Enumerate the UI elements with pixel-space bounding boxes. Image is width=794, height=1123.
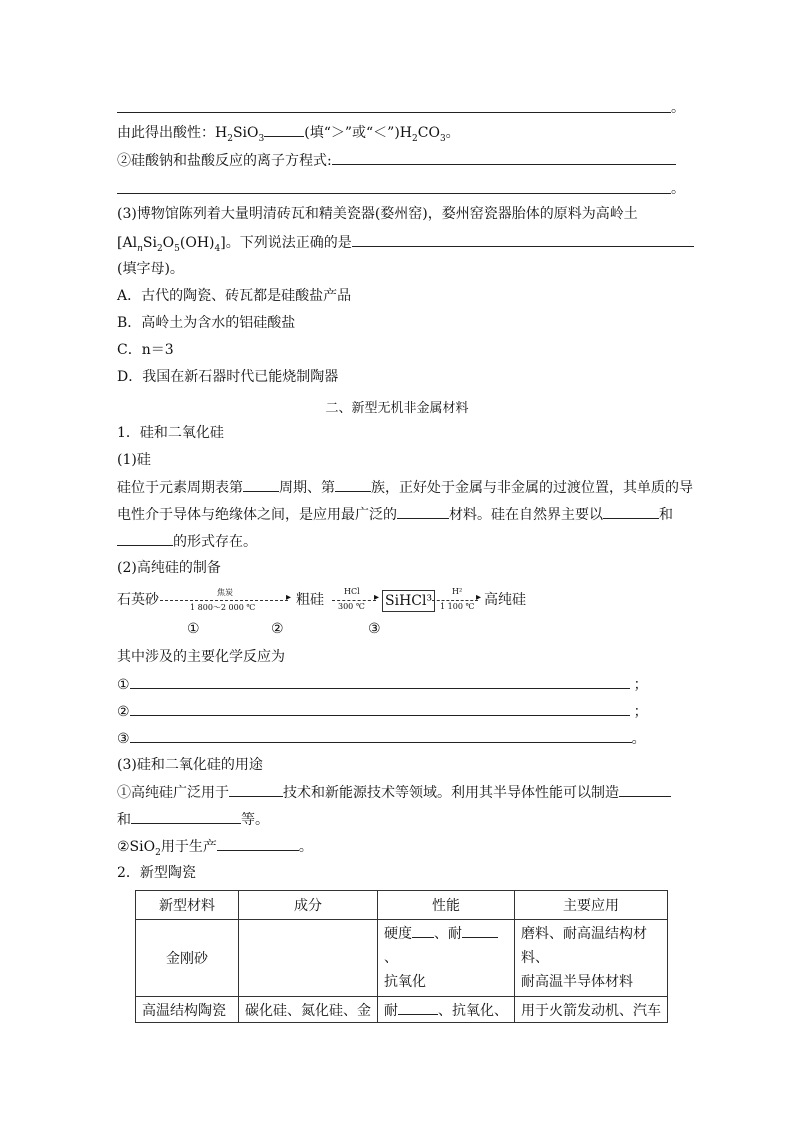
performance-cell: 耐 、抗氧化、 (378, 997, 515, 1023)
reaction-blank-3[interactable] (130, 728, 632, 743)
reactions-intro: 其中涉及的主要化学反应为 (117, 649, 285, 665)
reaction-blank-2[interactable] (130, 701, 630, 716)
silicon-para-line1: 硅位于元素周期表第 周期、第 族，正好处于金属与非金属的过渡位置，其单质的导 (117, 477, 693, 498)
product-blank[interactable] (217, 836, 299, 851)
table-header-cell: 新型材料 (136, 891, 239, 920)
question-3-line2: $[Al_nSi_2O_5(OH)_4]$。下列说法正确的是 (117, 232, 694, 259)
arrow-3 (432, 600, 478, 601)
table-row (136, 920, 668, 997)
use-line3: ②SiO$_2$用于生产 。 (117, 836, 313, 863)
sub-1-title: (1)硅 (117, 452, 151, 468)
material-blank[interactable] (397, 504, 449, 519)
performance-cell: 硬度 、耐、 抗氧化 (378, 920, 515, 997)
table-header-row (136, 891, 668, 920)
form-blank-1[interactable] (603, 504, 659, 519)
sub-3-title: (3)硅和二氧化硅的用途 (117, 757, 263, 773)
option-c: C．n＝3 (117, 342, 174, 358)
cond3-bottom: 1 100 ℃ (440, 602, 475, 611)
cond1-bottom: 1 800～2 000 ℃ (190, 603, 256, 612)
material-name: 高温结构陶瓷 (136, 997, 239, 1023)
chain-mid1: 粗硅 (296, 592, 324, 608)
acidity-line: 由此得出酸性：$H_2SiO_3$ (填“＞”或“$<”)H_2CO_3$。 (117, 122, 460, 149)
table-header-cell: 成分 (239, 891, 378, 920)
step-label: ② (271, 621, 284, 637)
resist-blank[interactable] (462, 923, 498, 938)
question-3-line3: (填字母)。 (117, 261, 184, 277)
question-3-line1: (3)博物馆陈列着大量明清砖瓦和精美瓷器(婺州窑)，婺州窑瓷器胎体的原料为高岭土 (117, 206, 638, 222)
cond2-bottom: 300 ℃ (338, 602, 365, 611)
silicon-para-line2: 电性介于导体与绝缘体之间，是应用最广泛的 材料。硅在自然界主要以 和 (117, 504, 673, 525)
use-line1: ①高纯硅广泛用于 技术和新能源技术等领域。利用其半导体性能可以制造 (117, 782, 671, 803)
table-header-cell: 主要应用 (515, 891, 668, 920)
chain-start: 石英砂 (117, 592, 159, 608)
composition-cell: 碳化硅、氮化硅、金 (239, 997, 378, 1023)
cond3-top: H² (452, 587, 463, 596)
device-blank-2[interactable] (131, 809, 241, 824)
table-row (136, 997, 668, 1023)
reaction-line-3: ③ 。 (117, 728, 646, 749)
equation-blank[interactable] (332, 150, 676, 165)
form-blank-2[interactable] (117, 531, 173, 546)
application-cell: 用于火箭发动机、汽车 (515, 997, 668, 1023)
reaction-blank-1[interactable] (130, 674, 630, 689)
step-label: ③ (368, 621, 381, 637)
acidity-blank[interactable] (264, 122, 304, 137)
device-blank-1[interactable] (619, 782, 671, 797)
application-cell: 磨料、耐高温结构材料、 耐高温半导体材料 (515, 920, 668, 997)
chain-end: 高纯硅 (484, 592, 526, 608)
item-2-title: 2．新型陶瓷 (117, 865, 196, 881)
material-name: 金刚砂 (136, 920, 239, 997)
use-line2: 和 等。 (117, 809, 269, 830)
answer-line (117, 193, 671, 194)
option-b: B．高岭土为含水的铝硅酸盐 (117, 315, 296, 331)
chain-mid2: SiHCl³ (382, 590, 435, 612)
line-end-mark: 。 (671, 100, 685, 116)
hardness-blank[interactable] (412, 923, 434, 938)
choice-blank[interactable] (352, 232, 694, 247)
tech-blank[interactable] (229, 782, 283, 797)
sub-2-title: (2)高纯硅的制备 (117, 560, 221, 576)
line-end-mark: 。 (671, 181, 685, 197)
group-blank[interactable] (335, 477, 371, 492)
arrow-2 (332, 600, 376, 601)
question-2: ②硅酸钠和盐酸反应的离子方程式: (117, 150, 676, 171)
silicon-para-line3: 的形式存在。 (117, 531, 257, 552)
arrow-1 (160, 600, 288, 601)
option-d: D．我国在新石器时代已能烧制陶器 (117, 369, 339, 385)
resist-blank-2[interactable] (398, 1000, 438, 1015)
step-label: ① (187, 621, 200, 637)
answer-line (117, 112, 671, 113)
period-blank[interactable] (243, 477, 279, 492)
option-a: A．古代的陶瓷、砖瓦都是硅酸盐产品 (117, 288, 352, 304)
item-1-title: 1．硅和二氧化硅 (117, 425, 224, 441)
section-heading: 二、新型无机非金属材料 (325, 401, 469, 416)
cond1-top: 焦炭 (217, 588, 233, 597)
ceramics-table (135, 890, 668, 1023)
composition-cell (239, 920, 378, 997)
table-header-cell: 性能 (378, 891, 515, 920)
reaction-line-2: ② ； (117, 701, 648, 722)
reaction-line-1: ① ； (117, 674, 648, 695)
cond2-top: HCl (344, 587, 360, 596)
